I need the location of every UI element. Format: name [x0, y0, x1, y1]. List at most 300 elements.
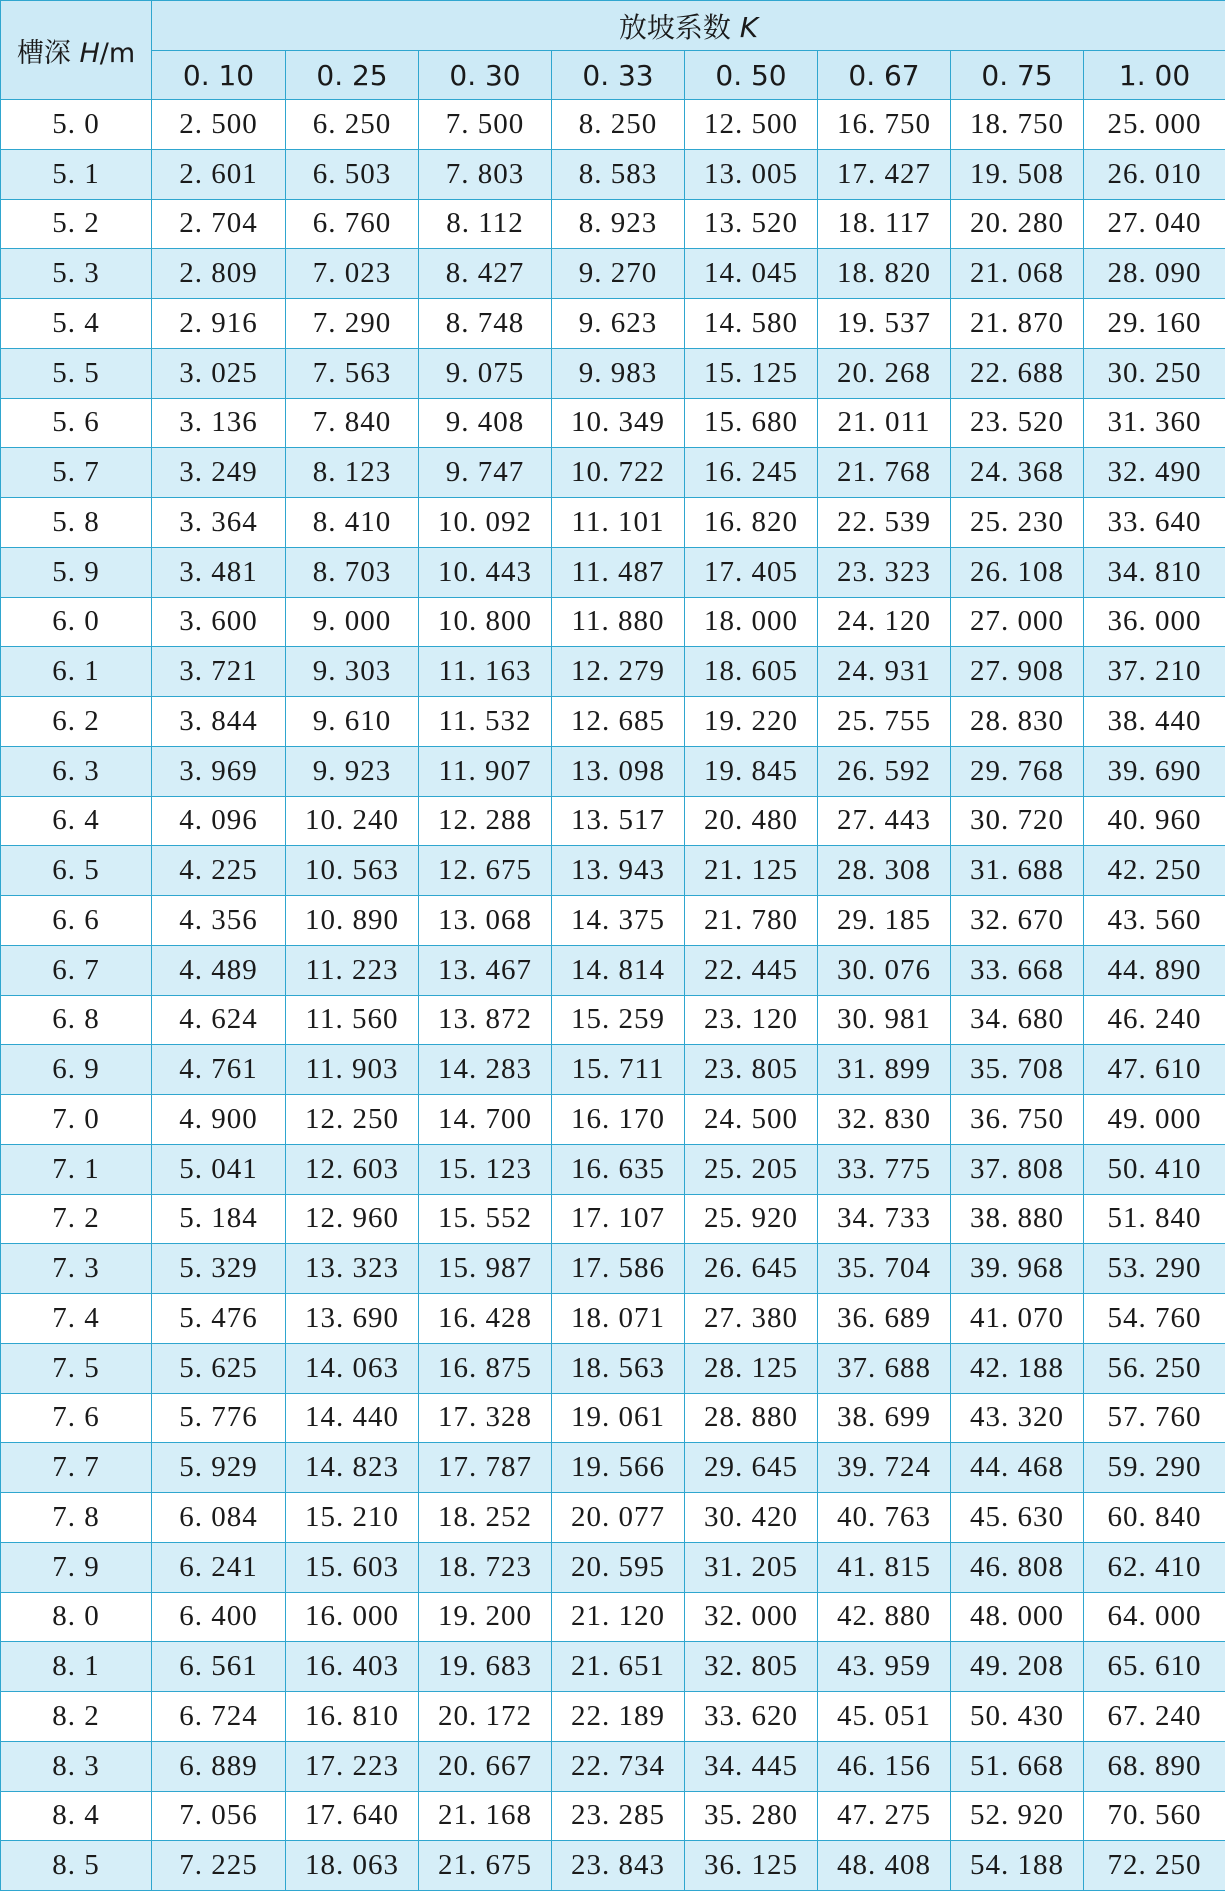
value-cell: 7. 225	[152, 1841, 286, 1891]
table-row	[1, 1294, 1225, 1344]
value-cell: 7. 803	[419, 149, 552, 199]
value-cell: 18. 723	[419, 1542, 552, 1592]
value-cell: 41. 815	[818, 1542, 951, 1592]
value-cell: 8. 112	[419, 199, 552, 249]
value-cell: 35. 704	[818, 1244, 951, 1294]
value-cell: 23. 520	[951, 398, 1084, 448]
value-cell: 49. 000	[1084, 1095, 1225, 1145]
value-cell: 33. 620	[685, 1692, 818, 1742]
value-cell: 4. 900	[152, 1095, 286, 1145]
value-cell: 30. 981	[818, 995, 951, 1045]
value-cell: 59. 290	[1084, 1443, 1225, 1493]
value-cell: 22. 189	[552, 1692, 685, 1742]
value-cell: 43. 320	[951, 1393, 1084, 1443]
value-cell: 16. 635	[552, 1144, 685, 1194]
value-cell: 3. 481	[152, 547, 286, 597]
value-cell: 36. 750	[951, 1095, 1084, 1145]
table-row	[1, 100, 1225, 150]
value-cell: 14. 580	[685, 299, 818, 349]
value-cell: 14. 063	[286, 1343, 419, 1393]
value-cell: 7. 840	[286, 398, 419, 448]
value-cell: 21. 780	[685, 896, 818, 946]
table-row	[1, 1045, 1225, 1095]
value-cell: 13. 467	[419, 945, 552, 995]
value-cell: 32. 830	[818, 1095, 951, 1145]
value-cell: 8. 748	[419, 299, 552, 349]
depth-label-unit: /m	[100, 38, 135, 69]
value-cell: 12. 288	[419, 796, 552, 846]
value-cell: 19. 537	[818, 299, 951, 349]
header-row-coefficients	[1, 51, 1225, 100]
value-cell: 15. 210	[286, 1493, 419, 1543]
value-cell: 21. 675	[419, 1841, 552, 1891]
value-cell: 12. 500	[685, 100, 818, 150]
value-cell: 67. 240	[1084, 1692, 1225, 1742]
value-cell: 25. 205	[685, 1144, 818, 1194]
value-cell: 53. 290	[1084, 1244, 1225, 1294]
value-cell: 36. 125	[685, 1841, 818, 1891]
value-cell: 16. 820	[685, 498, 818, 548]
table-row	[1, 1194, 1225, 1244]
table-row	[1, 945, 1225, 995]
value-cell: 40. 960	[1084, 796, 1225, 846]
coefficient-header-cell: 0. 33	[552, 51, 685, 100]
value-cell: 38. 440	[1084, 697, 1225, 747]
value-cell: 54. 760	[1084, 1294, 1225, 1344]
value-cell: 21. 870	[951, 299, 1084, 349]
value-cell: 25. 230	[951, 498, 1084, 548]
value-cell: 8. 923	[552, 199, 685, 249]
table-row	[1, 398, 1225, 448]
table-row	[1, 796, 1225, 846]
table-row	[1, 299, 1225, 349]
value-cell: 21. 768	[818, 448, 951, 498]
depth-cell: 6. 9	[1, 1045, 152, 1095]
depth-label-symbol: H	[79, 38, 99, 69]
value-cell: 7. 023	[286, 249, 419, 299]
value-cell: 25. 920	[685, 1194, 818, 1244]
value-cell: 6. 889	[152, 1741, 286, 1791]
value-cell: 68. 890	[1084, 1741, 1225, 1791]
depth-cell: 7. 4	[1, 1294, 152, 1344]
value-cell: 38. 699	[818, 1393, 951, 1443]
table-row	[1, 249, 1225, 299]
table-row	[1, 1343, 1225, 1393]
value-cell: 70. 560	[1084, 1791, 1225, 1841]
value-cell: 20. 595	[552, 1542, 685, 1592]
value-cell: 34. 680	[951, 995, 1084, 1045]
value-cell: 14. 045	[685, 249, 818, 299]
depth-column-header	[1, 1, 152, 100]
depth-cell: 6. 6	[1, 896, 152, 946]
value-cell: 8. 427	[419, 249, 552, 299]
depth-label-prefix: 槽深	[17, 38, 71, 69]
value-cell: 11. 487	[552, 547, 685, 597]
value-cell: 5. 184	[152, 1194, 286, 1244]
value-cell: 64. 000	[1084, 1592, 1225, 1642]
depth-cell: 6. 7	[1, 945, 152, 995]
value-cell: 11. 907	[419, 746, 552, 796]
value-cell: 2. 500	[152, 100, 286, 150]
depth-cell: 5. 8	[1, 498, 152, 548]
value-cell: 11. 163	[419, 647, 552, 697]
value-cell: 17. 107	[552, 1194, 685, 1244]
table-row	[1, 995, 1225, 1045]
value-cell: 51. 840	[1084, 1194, 1225, 1244]
value-cell: 3. 249	[152, 448, 286, 498]
depth-cell: 6. 5	[1, 846, 152, 896]
table-row	[1, 1642, 1225, 1692]
value-cell: 18. 071	[552, 1294, 685, 1344]
depth-cell: 5. 7	[1, 448, 152, 498]
value-cell: 11. 560	[286, 995, 419, 1045]
value-cell: 19. 220	[685, 697, 818, 747]
value-cell: 13. 872	[419, 995, 552, 1045]
value-cell: 11. 532	[419, 697, 552, 747]
value-cell: 9. 983	[552, 348, 685, 398]
value-cell: 6. 503	[286, 149, 419, 199]
value-cell: 3. 721	[152, 647, 286, 697]
value-cell: 27. 040	[1084, 199, 1225, 249]
value-cell: 39. 724	[818, 1443, 951, 1493]
value-cell: 30. 076	[818, 945, 951, 995]
value-cell: 3. 969	[152, 746, 286, 796]
value-cell: 15. 603	[286, 1542, 419, 1592]
value-cell: 34. 733	[818, 1194, 951, 1244]
depth-cell: 7. 0	[1, 1095, 152, 1145]
value-cell: 20. 077	[552, 1493, 685, 1543]
value-cell: 30. 250	[1084, 348, 1225, 398]
value-cell: 4. 489	[152, 945, 286, 995]
value-cell: 52. 920	[951, 1791, 1084, 1841]
value-cell: 33. 775	[818, 1144, 951, 1194]
value-cell: 16. 170	[552, 1095, 685, 1145]
value-cell: 22. 688	[951, 348, 1084, 398]
value-cell: 72. 250	[1084, 1841, 1225, 1891]
value-cell: 9. 408	[419, 398, 552, 448]
table-row	[1, 597, 1225, 647]
depth-cell: 6. 8	[1, 995, 152, 1045]
value-cell: 18. 063	[286, 1841, 419, 1891]
value-cell: 14. 700	[419, 1095, 552, 1145]
value-cell: 21. 168	[419, 1791, 552, 1841]
depth-cell: 5. 1	[1, 149, 152, 199]
value-cell: 47. 610	[1084, 1045, 1225, 1095]
value-cell: 46. 808	[951, 1542, 1084, 1592]
value-cell: 17. 586	[552, 1244, 685, 1294]
value-cell: 21. 120	[552, 1592, 685, 1642]
value-cell: 5. 476	[152, 1294, 286, 1344]
value-cell: 13. 005	[685, 149, 818, 199]
value-cell: 6. 084	[152, 1493, 286, 1543]
coefficient-symbol: K	[740, 11, 758, 44]
value-cell: 48. 000	[951, 1592, 1084, 1642]
value-cell: 19. 508	[951, 149, 1084, 199]
value-cell: 23. 285	[552, 1791, 685, 1841]
value-cell: 42. 250	[1084, 846, 1225, 896]
value-cell: 18. 605	[685, 647, 818, 697]
value-cell: 15. 123	[419, 1144, 552, 1194]
depth-cell: 6. 0	[1, 597, 152, 647]
value-cell: 8. 123	[286, 448, 419, 498]
value-cell: 13. 068	[419, 896, 552, 946]
depth-cell: 7. 1	[1, 1144, 152, 1194]
value-cell: 35. 280	[685, 1791, 818, 1841]
value-cell: 46. 156	[818, 1741, 951, 1791]
value-cell: 6. 400	[152, 1592, 286, 1642]
table-row	[1, 448, 1225, 498]
value-cell: 19. 200	[419, 1592, 552, 1642]
value-cell: 13. 517	[552, 796, 685, 846]
depth-cell: 7. 2	[1, 1194, 152, 1244]
value-cell: 3. 136	[152, 398, 286, 448]
table-row	[1, 846, 1225, 896]
table-row	[1, 1592, 1225, 1642]
value-cell: 45. 051	[818, 1692, 951, 1742]
value-cell: 50. 410	[1084, 1144, 1225, 1194]
value-cell: 2. 601	[152, 149, 286, 199]
coefficient-header-cell: 0. 25	[286, 51, 419, 100]
depth-cell: 5. 6	[1, 398, 152, 448]
value-cell: 31. 205	[685, 1542, 818, 1592]
value-cell: 36. 689	[818, 1294, 951, 1344]
value-cell: 9. 923	[286, 746, 419, 796]
value-cell: 7. 290	[286, 299, 419, 349]
value-cell: 9. 075	[419, 348, 552, 398]
value-cell: 12. 960	[286, 1194, 419, 1244]
value-cell: 29. 768	[951, 746, 1084, 796]
value-cell: 9. 303	[286, 647, 419, 697]
coefficient-group-header	[152, 1, 1225, 51]
value-cell: 9. 747	[419, 448, 552, 498]
coefficient-header-cell: 0. 50	[685, 51, 818, 100]
value-cell: 31. 360	[1084, 398, 1225, 448]
depth-cell: 7. 9	[1, 1542, 152, 1592]
value-cell: 38. 880	[951, 1194, 1084, 1244]
value-cell: 12. 250	[286, 1095, 419, 1145]
value-cell: 9. 270	[552, 249, 685, 299]
value-cell: 2. 704	[152, 199, 286, 249]
value-cell: 10. 240	[286, 796, 419, 846]
value-cell: 7. 500	[419, 100, 552, 150]
table-row	[1, 547, 1225, 597]
value-cell: 3. 364	[152, 498, 286, 548]
table-row	[1, 1244, 1225, 1294]
depth-cell: 7. 6	[1, 1393, 152, 1443]
value-cell: 4. 096	[152, 796, 286, 846]
depth-cell: 8. 4	[1, 1791, 152, 1841]
value-cell: 4. 356	[152, 896, 286, 946]
value-cell: 9. 000	[286, 597, 419, 647]
value-cell: 20. 480	[685, 796, 818, 846]
value-cell: 35. 708	[951, 1045, 1084, 1095]
value-cell: 13. 323	[286, 1244, 419, 1294]
value-cell: 4. 624	[152, 995, 286, 1045]
value-cell: 19. 683	[419, 1642, 552, 1692]
value-cell: 31. 688	[951, 846, 1084, 896]
value-cell: 56. 250	[1084, 1343, 1225, 1393]
value-cell: 26. 645	[685, 1244, 818, 1294]
table-row	[1, 647, 1225, 697]
value-cell: 12. 279	[552, 647, 685, 697]
value-cell: 12. 685	[552, 697, 685, 747]
value-cell: 28. 125	[685, 1343, 818, 1393]
value-cell: 47. 275	[818, 1791, 951, 1841]
value-cell: 16. 000	[286, 1592, 419, 1642]
value-cell: 28. 090	[1084, 249, 1225, 299]
table-row	[1, 1393, 1225, 1443]
value-cell: 48. 408	[818, 1841, 951, 1891]
value-cell: 7. 563	[286, 348, 419, 398]
depth-cell: 8. 2	[1, 1692, 152, 1742]
depth-cell: 7. 3	[1, 1244, 152, 1294]
value-cell: 5. 776	[152, 1393, 286, 1443]
value-cell: 21. 125	[685, 846, 818, 896]
table-row	[1, 1095, 1225, 1145]
depth-cell: 7. 5	[1, 1343, 152, 1393]
value-cell: 12. 675	[419, 846, 552, 896]
value-cell: 32. 670	[951, 896, 1084, 946]
value-cell: 11. 223	[286, 945, 419, 995]
table-header	[1, 1, 1225, 100]
value-cell: 9. 610	[286, 697, 419, 747]
value-cell: 39. 968	[951, 1244, 1084, 1294]
value-cell: 10. 092	[419, 498, 552, 548]
table-row	[1, 1144, 1225, 1194]
value-cell: 24. 368	[951, 448, 1084, 498]
value-cell: 65. 610	[1084, 1642, 1225, 1692]
value-cell: 31. 899	[818, 1045, 951, 1095]
value-cell: 26. 010	[1084, 149, 1225, 199]
value-cell: 3. 025	[152, 348, 286, 398]
value-cell: 21. 651	[552, 1642, 685, 1692]
table-row	[1, 896, 1225, 946]
value-cell: 20. 667	[419, 1741, 552, 1791]
value-cell: 54. 188	[951, 1841, 1084, 1891]
value-cell: 62. 410	[1084, 1542, 1225, 1592]
table-body	[1, 100, 1225, 1891]
value-cell: 36. 000	[1084, 597, 1225, 647]
value-cell: 12. 603	[286, 1144, 419, 1194]
value-cell: 37. 688	[818, 1343, 951, 1393]
value-cell: 44. 468	[951, 1443, 1084, 1493]
table-row	[1, 1493, 1225, 1543]
depth-cell: 5. 9	[1, 547, 152, 597]
value-cell: 6. 760	[286, 199, 419, 249]
value-cell: 10. 563	[286, 846, 419, 896]
value-cell: 22. 539	[818, 498, 951, 548]
value-cell: 33. 668	[951, 945, 1084, 995]
value-cell: 29. 645	[685, 1443, 818, 1493]
value-cell: 23. 323	[818, 547, 951, 597]
value-cell: 22. 734	[552, 1741, 685, 1791]
value-cell: 18. 563	[552, 1343, 685, 1393]
value-cell: 15. 552	[419, 1194, 552, 1244]
value-cell: 30. 420	[685, 1493, 818, 1543]
value-cell: 18. 750	[951, 100, 1084, 150]
value-cell: 42. 880	[818, 1592, 951, 1642]
value-cell: 34. 445	[685, 1741, 818, 1791]
table-row	[1, 1741, 1225, 1791]
value-cell: 45. 630	[951, 1493, 1084, 1543]
value-cell: 60. 840	[1084, 1493, 1225, 1543]
value-cell: 7. 056	[152, 1791, 286, 1841]
value-cell: 26. 592	[818, 746, 951, 796]
value-cell: 15. 711	[552, 1045, 685, 1095]
value-cell: 24. 500	[685, 1095, 818, 1145]
value-cell: 5. 041	[152, 1144, 286, 1194]
value-cell: 22. 445	[685, 945, 818, 995]
table-row	[1, 199, 1225, 249]
depth-cell: 5. 0	[1, 100, 152, 150]
value-cell: 50. 430	[951, 1692, 1084, 1742]
value-cell: 13. 690	[286, 1294, 419, 1344]
value-cell: 6. 250	[286, 100, 419, 150]
value-cell: 5. 929	[152, 1443, 286, 1493]
coefficient-header-cell: 0. 75	[951, 51, 1084, 100]
value-cell: 8. 583	[552, 149, 685, 199]
value-cell: 4. 225	[152, 846, 286, 896]
value-cell: 13. 098	[552, 746, 685, 796]
value-cell: 19. 061	[552, 1393, 685, 1443]
coefficient-header-cell: 0. 10	[152, 51, 286, 100]
depth-cell: 6. 3	[1, 746, 152, 796]
value-cell: 32. 000	[685, 1592, 818, 1642]
value-cell: 6. 724	[152, 1692, 286, 1742]
value-cell: 15. 987	[419, 1244, 552, 1294]
value-cell: 11. 903	[286, 1045, 419, 1095]
table-row	[1, 1443, 1225, 1493]
value-cell: 29. 185	[818, 896, 951, 946]
depth-cell: 5. 2	[1, 199, 152, 249]
value-cell: 33. 640	[1084, 498, 1225, 548]
value-cell: 43. 560	[1084, 896, 1225, 946]
depth-cell: 5. 4	[1, 299, 152, 349]
value-cell: 25. 000	[1084, 100, 1225, 150]
table-row	[1, 746, 1225, 796]
value-cell: 15. 259	[552, 995, 685, 1045]
value-cell: 5. 329	[152, 1244, 286, 1294]
value-cell: 11. 880	[552, 597, 685, 647]
value-cell: 18. 000	[685, 597, 818, 647]
value-cell: 19. 845	[685, 746, 818, 796]
value-cell: 18. 820	[818, 249, 951, 299]
value-cell: 2. 809	[152, 249, 286, 299]
value-cell: 19. 566	[552, 1443, 685, 1493]
value-cell: 2. 916	[152, 299, 286, 349]
coefficient-label: 放坡系数	[619, 11, 731, 44]
value-cell: 8. 250	[552, 100, 685, 150]
value-cell: 3. 844	[152, 697, 286, 747]
depth-cell: 6. 4	[1, 796, 152, 846]
value-cell: 28. 880	[685, 1393, 818, 1443]
table-row	[1, 1542, 1225, 1592]
depth-cell: 8. 0	[1, 1592, 152, 1642]
value-cell: 51. 668	[951, 1741, 1084, 1791]
value-cell: 8. 703	[286, 547, 419, 597]
value-cell: 17. 328	[419, 1393, 552, 1443]
value-cell: 17. 787	[419, 1443, 552, 1493]
value-cell: 27. 000	[951, 597, 1084, 647]
value-cell: 16. 810	[286, 1692, 419, 1742]
value-cell: 27. 443	[818, 796, 951, 846]
value-cell: 27. 908	[951, 647, 1084, 697]
value-cell: 34. 810	[1084, 547, 1225, 597]
value-cell: 20. 268	[818, 348, 951, 398]
value-cell: 16. 245	[685, 448, 818, 498]
value-cell: 13. 520	[685, 199, 818, 249]
value-cell: 26. 108	[951, 547, 1084, 597]
